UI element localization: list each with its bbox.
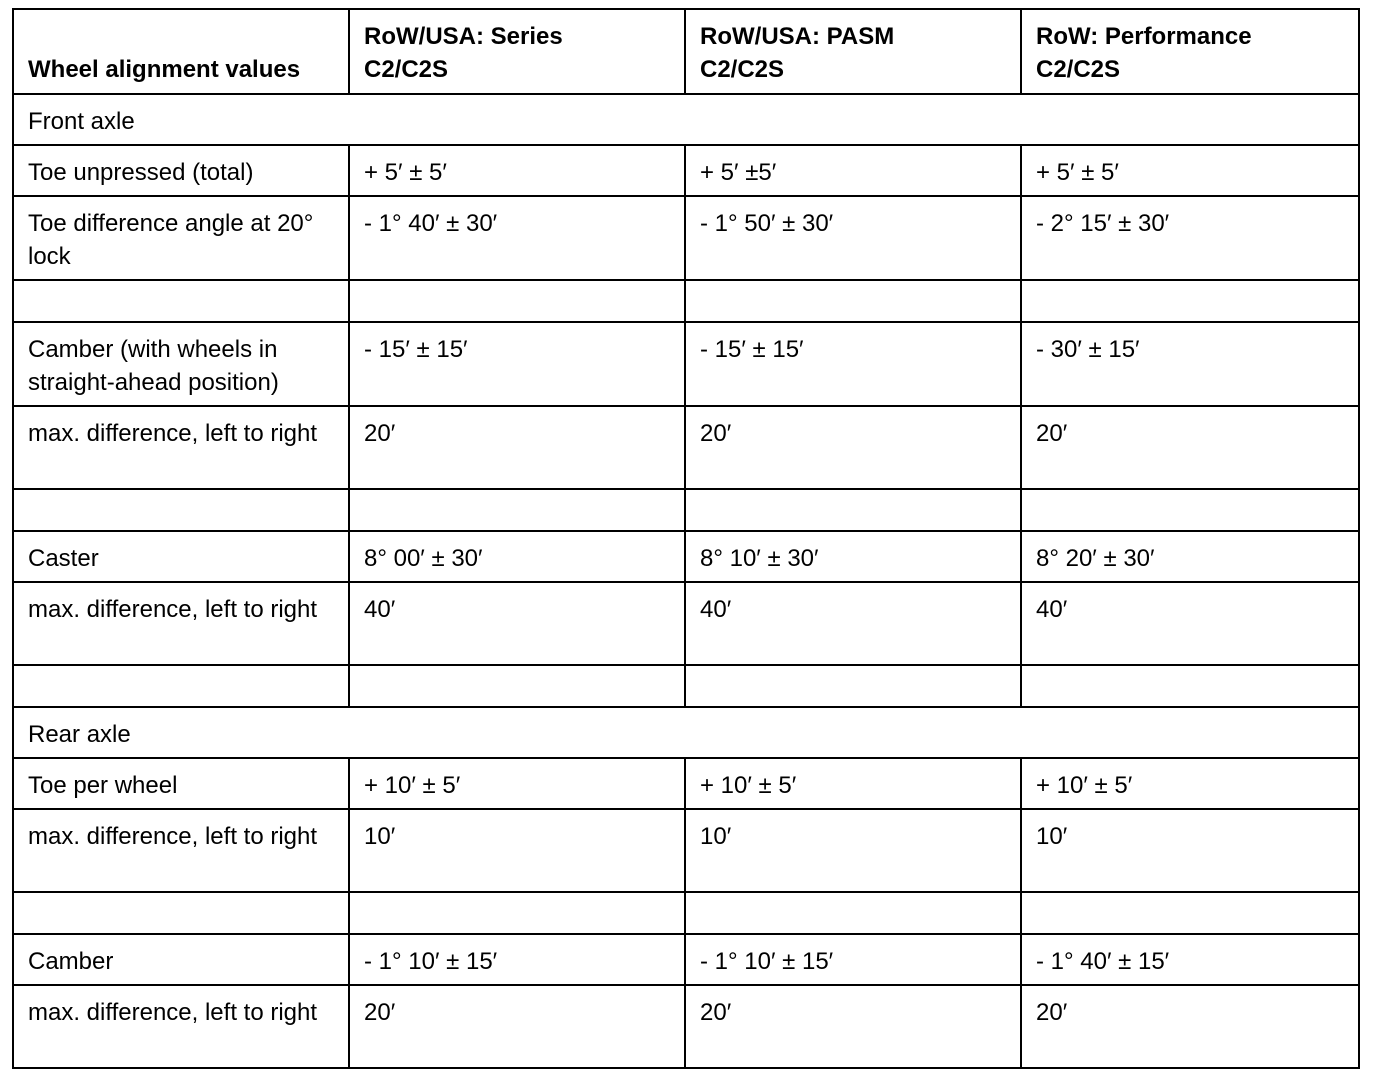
empty-cell bbox=[1021, 280, 1359, 322]
empty-cell bbox=[685, 665, 1021, 707]
header-cell: RoW/USA: Series C2/C2S bbox=[349, 9, 685, 94]
row-label: Caster bbox=[13, 531, 349, 582]
empty-cell bbox=[1021, 665, 1359, 707]
table-row bbox=[13, 196, 1359, 280]
empty-row bbox=[13, 280, 1359, 322]
table-row bbox=[13, 758, 1359, 809]
empty-row bbox=[13, 665, 1359, 707]
header-cell: Wheel alignment values bbox=[13, 9, 349, 94]
value-cell: - 1° 10′ ± 15′ bbox=[349, 934, 685, 985]
empty-cell bbox=[685, 489, 1021, 531]
value-cell: 40′ bbox=[349, 582, 685, 665]
value-cell: 10′ bbox=[349, 809, 685, 892]
value-cell: 10′ bbox=[1021, 809, 1359, 892]
value-cell: 20′ bbox=[685, 406, 1021, 489]
value-cell: 20′ bbox=[685, 985, 1021, 1068]
value-cell: - 1° 50′ ± 30′ bbox=[685, 196, 1021, 280]
row-label: max. difference, left to right bbox=[13, 582, 349, 665]
value-cell: + 10′ ± 5′ bbox=[1021, 758, 1359, 809]
value-cell: 20′ bbox=[349, 985, 685, 1068]
header-cell: RoW: Performance C2/C2S bbox=[1021, 9, 1359, 94]
value-cell: - 1° 40′ ± 30′ bbox=[349, 196, 685, 280]
row-label: max. difference, left to right bbox=[13, 985, 349, 1068]
value-cell: 20′ bbox=[1021, 985, 1359, 1068]
section-label: Rear axle bbox=[13, 707, 1359, 758]
empty-cell bbox=[685, 280, 1021, 322]
value-cell: + 5′ ±5′ bbox=[685, 145, 1021, 196]
row-label: max. difference, left to right bbox=[13, 809, 349, 892]
value-cell: - 2° 15′ ± 30′ bbox=[1021, 196, 1359, 280]
section-label: Front axle bbox=[13, 94, 1359, 145]
value-cell: 10′ bbox=[685, 809, 1021, 892]
row-label: Camber bbox=[13, 934, 349, 985]
empty-cell bbox=[1021, 489, 1359, 531]
table-row bbox=[13, 934, 1359, 985]
empty-cell bbox=[349, 489, 685, 531]
table-row bbox=[13, 145, 1359, 196]
value-cell: 8° 20′ ± 30′ bbox=[1021, 531, 1359, 582]
row-label: Toe unpressed (total) bbox=[13, 145, 349, 196]
value-cell: - 15′ ± 15′ bbox=[349, 322, 685, 406]
empty-cell bbox=[1021, 892, 1359, 934]
table-row bbox=[13, 406, 1359, 489]
row-label: Toe per wheel bbox=[13, 758, 349, 809]
value-cell: + 10′ ± 5′ bbox=[685, 758, 1021, 809]
empty-cell bbox=[349, 280, 685, 322]
value-cell: - 15′ ± 15′ bbox=[685, 322, 1021, 406]
table-row bbox=[13, 531, 1359, 582]
value-cell: - 1° 40′ ± 15′ bbox=[1021, 934, 1359, 985]
value-cell: 40′ bbox=[685, 582, 1021, 665]
wheel-alignment-table bbox=[12, 8, 1360, 1069]
value-cell: 8° 00′ ± 30′ bbox=[349, 531, 685, 582]
table-row bbox=[13, 322, 1359, 406]
table-row bbox=[13, 582, 1359, 665]
empty-cell bbox=[685, 892, 1021, 934]
empty-cell bbox=[13, 892, 349, 934]
value-cell: + 5′ ± 5′ bbox=[349, 145, 685, 196]
value-cell: 40′ bbox=[1021, 582, 1359, 665]
table-row bbox=[13, 985, 1359, 1068]
row-label: Camber (with wheels in straight-ahead position) bbox=[13, 322, 349, 406]
value-cell: 20′ bbox=[1021, 406, 1359, 489]
value-cell: 20′ bbox=[349, 406, 685, 489]
empty-row bbox=[13, 892, 1359, 934]
empty-cell bbox=[13, 665, 349, 707]
section-row-front-axle bbox=[13, 94, 1359, 145]
empty-cell bbox=[349, 892, 685, 934]
value-cell: - 30′ ± 15′ bbox=[1021, 322, 1359, 406]
value-cell: + 10′ ± 5′ bbox=[349, 758, 685, 809]
value-cell: - 1° 10′ ± 15′ bbox=[685, 934, 1021, 985]
header-cell: RoW/USA: PASM C2/C2S bbox=[685, 9, 1021, 94]
empty-row bbox=[13, 489, 1359, 531]
table-row bbox=[13, 809, 1359, 892]
empty-cell bbox=[13, 489, 349, 531]
value-cell: 8° 10′ ± 30′ bbox=[685, 531, 1021, 582]
section-row-rear-axle bbox=[13, 707, 1359, 758]
empty-cell bbox=[13, 280, 349, 322]
empty-cell bbox=[349, 665, 685, 707]
row-label: Toe difference angle at 20° lock bbox=[13, 196, 349, 280]
value-cell: + 5′ ± 5′ bbox=[1021, 145, 1359, 196]
row-label: max. difference, left to right bbox=[13, 406, 349, 489]
header-row bbox=[13, 9, 1359, 94]
